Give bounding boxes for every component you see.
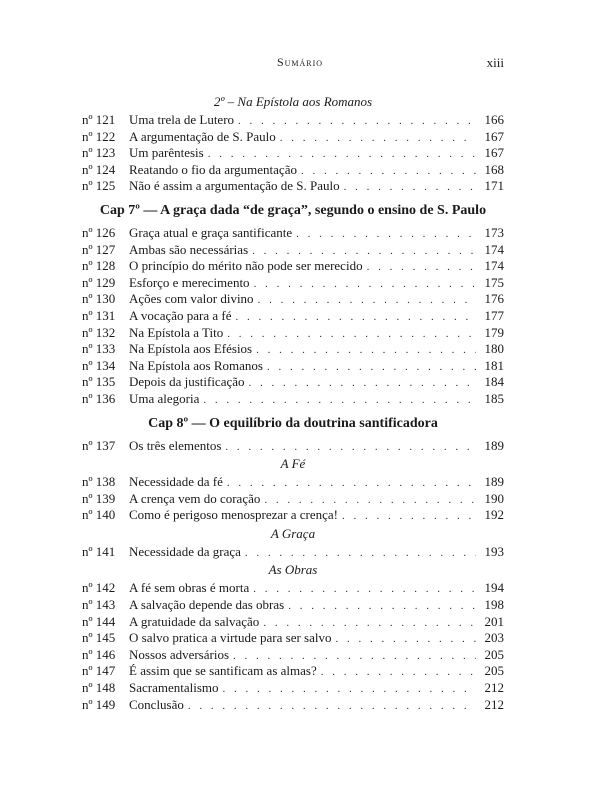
entry-number: nº 131 xyxy=(82,307,116,323)
entry-page: 190 xyxy=(484,490,504,506)
entry-title: Como é perigoso menosprezar a crença! xyxy=(129,507,338,523)
entry-number: nº 145 xyxy=(82,630,116,646)
entry-title: A vocação para a fé xyxy=(129,307,232,323)
entry-page: 174 xyxy=(484,241,504,257)
entry-number: nº 140 xyxy=(82,507,116,523)
entry-number: nº 130 xyxy=(82,291,116,307)
entry-title: O princípio do mérito não pode ser merecido xyxy=(129,258,363,274)
entry-number: nº 129 xyxy=(82,274,116,290)
entry-title: Necessidade da fé xyxy=(129,474,223,490)
dot-leader xyxy=(225,439,476,456)
dot-leader xyxy=(288,598,476,615)
entry-title: Conclusão xyxy=(129,696,184,712)
entry-title: Graça atual e graça santificante xyxy=(129,224,293,240)
entry-page: 181 xyxy=(484,357,504,373)
toc-entry xyxy=(82,291,504,308)
entry-number: nº 128 xyxy=(82,258,116,274)
entry-page: 201 xyxy=(484,613,504,629)
dot-leader xyxy=(301,163,476,180)
entry-page: 205 xyxy=(484,663,504,679)
entry-number: nº 137 xyxy=(82,437,116,453)
entry-title: Na Epístola a Tito xyxy=(129,324,224,340)
toc-entry xyxy=(82,325,504,342)
dot-leader xyxy=(321,664,476,681)
toc-entry xyxy=(82,597,504,614)
toc-entry xyxy=(82,680,504,697)
dot-leader xyxy=(188,698,476,715)
dot-leader xyxy=(336,631,476,648)
toc-entry xyxy=(82,145,504,162)
toc-entry xyxy=(82,129,504,146)
toc-entry xyxy=(82,178,504,195)
toc-entry xyxy=(82,242,504,259)
entry-title: É assim que se santificam as almas? xyxy=(129,663,317,679)
entry-title: Na Epístola aos Romanos xyxy=(129,357,263,373)
entry-title: Não é assim a argumentação de S. Paulo xyxy=(129,178,340,194)
toc-entry xyxy=(82,258,504,275)
toc-entry xyxy=(82,374,504,391)
toc-entry xyxy=(82,358,504,375)
entry-page: 203 xyxy=(484,630,504,646)
entry-title: A fé sem obras é morta xyxy=(129,580,250,596)
dot-leader xyxy=(342,508,476,525)
dot-leader xyxy=(296,226,476,243)
section-subheading: A Fé xyxy=(280,456,306,472)
entry-page: 194 xyxy=(484,580,504,596)
section-subheading: 2º – Na Epístola aos Romanos xyxy=(213,94,373,109)
toc-entry xyxy=(82,580,504,597)
entry-number: nº 143 xyxy=(82,597,116,613)
section-subheading: As Obras xyxy=(268,562,318,578)
dot-leader xyxy=(263,615,476,632)
entry-page: 180 xyxy=(484,341,504,357)
dot-leader xyxy=(233,648,476,665)
entry-number: nº 149 xyxy=(82,696,116,712)
dot-leader xyxy=(223,681,476,698)
entry-title: Esforço e merecimento xyxy=(129,274,250,290)
entry-page: 193 xyxy=(484,543,504,559)
dot-leader xyxy=(227,326,476,343)
entry-title: A argumentação de S. Paulo xyxy=(129,128,276,144)
toc-entry xyxy=(82,663,504,680)
entry-number: nº 122 xyxy=(82,128,116,144)
entry-page: 177 xyxy=(484,307,504,323)
dot-leader xyxy=(249,375,476,392)
entry-number: nº 123 xyxy=(82,145,116,161)
dot-leader xyxy=(252,243,476,260)
dot-leader xyxy=(344,179,476,196)
entry-number: nº 134 xyxy=(82,357,116,373)
entry-page: 167 xyxy=(484,145,504,161)
entry-page: 179 xyxy=(484,324,504,340)
table-of-contents xyxy=(82,92,504,713)
toc-entry xyxy=(82,614,504,631)
entry-title: Necessidade da graça xyxy=(129,543,241,559)
dot-leader xyxy=(267,359,476,376)
entry-title: Uma alegoria xyxy=(129,390,200,406)
entry-page: 189 xyxy=(484,474,504,490)
entry-title: Os três elementos xyxy=(129,437,222,453)
entry-page: 167 xyxy=(484,128,504,144)
entry-title: Reatando o fio da argumentação xyxy=(129,161,297,177)
entry-title: Um parêntesis xyxy=(129,145,204,161)
entry-page: 176 xyxy=(484,291,504,307)
entry-number: nº 139 xyxy=(82,490,116,506)
toc-entry xyxy=(82,162,504,179)
toc-entry xyxy=(82,308,504,325)
entry-title: Ações com valor divino xyxy=(129,291,254,307)
entry-page: 185 xyxy=(484,390,504,406)
entry-title: Sacramentalismo xyxy=(129,680,219,696)
entry-title: Ambas são necessárias xyxy=(129,241,249,257)
chapter-heading: Cap 8º — O equilíbrio da doutrina santificadora xyxy=(148,415,438,431)
toc-entry xyxy=(82,507,504,524)
entry-number: nº 121 xyxy=(82,112,116,127)
entry-page: 174 xyxy=(484,258,504,274)
toc-entry xyxy=(82,491,504,508)
entry-title: A salvação depende das obras xyxy=(129,597,285,613)
entry-title: Na Epístola aos Efésios xyxy=(129,341,253,357)
entry-number: nº 127 xyxy=(82,241,116,257)
entry-title: A gratuidade da salvação xyxy=(129,613,260,629)
page-header xyxy=(0,55,600,71)
chapter-heading: Cap 7º — A graça dada “de graça”, segundo o ensino de S. Paulo xyxy=(99,202,487,218)
toc-entry xyxy=(82,275,504,292)
dot-leader xyxy=(236,309,477,326)
entry-page: 212 xyxy=(484,696,504,712)
entry-page: 171 xyxy=(484,178,504,194)
dot-leader xyxy=(227,475,476,492)
entry-number: nº 126 xyxy=(82,224,116,240)
toc-entry xyxy=(82,697,504,714)
toc-entry xyxy=(82,630,504,647)
dot-leader xyxy=(256,342,476,359)
entry-page: 168 xyxy=(484,161,504,177)
dot-leader xyxy=(203,392,476,409)
entry-page: 212 xyxy=(484,680,504,696)
entry-number: nº 141 xyxy=(82,543,116,559)
dot-leader xyxy=(254,276,476,293)
dot-leader xyxy=(367,259,476,276)
toc-entry xyxy=(82,341,504,358)
entry-page: 189 xyxy=(484,437,504,453)
entry-title: O salvo pratica a virtude para ser salvo xyxy=(129,630,332,646)
entry-number: nº 148 xyxy=(82,680,116,696)
entry-number: nº 138 xyxy=(82,474,116,490)
entry-number: nº 136 xyxy=(82,390,116,406)
entry-title: A crença vem do coração xyxy=(129,490,261,506)
entry-page: 173 xyxy=(484,224,504,240)
dot-leader xyxy=(264,492,476,509)
toc-entry xyxy=(82,544,504,561)
entry-number: nº 124 xyxy=(82,161,116,177)
entry-page: 184 xyxy=(484,374,504,390)
toc-entry xyxy=(82,112,504,129)
entry-page: 205 xyxy=(484,646,504,662)
toc-entry xyxy=(82,647,504,664)
entry-number: nº 135 xyxy=(82,374,116,390)
entry-number: nº 132 xyxy=(82,324,116,340)
entry-number: nº 147 xyxy=(82,663,116,679)
entry-number: nº 133 xyxy=(82,341,116,357)
page-number: xiii xyxy=(486,55,504,70)
dot-leader xyxy=(245,545,476,562)
entry-page: 198 xyxy=(484,597,504,613)
entry-page: 192 xyxy=(484,507,504,523)
dot-leader xyxy=(208,146,476,163)
dot-leader xyxy=(253,581,476,598)
dot-leader xyxy=(258,292,476,309)
toc-entry xyxy=(82,225,504,242)
toc-entry xyxy=(82,391,504,408)
entry-title: Depois da justificação xyxy=(129,374,245,390)
dot-leader xyxy=(280,130,476,147)
entry-title: Uma trela de Lutero xyxy=(129,112,235,127)
entry-number: nº 125 xyxy=(82,178,116,194)
running-title: Sumário xyxy=(276,55,324,69)
entry-number: nº 146 xyxy=(82,646,116,662)
entry-number: nº 142 xyxy=(82,580,116,596)
entry-page: 175 xyxy=(484,274,504,290)
entry-title: Nossos adversários xyxy=(129,646,230,662)
section-subheading: A Graça xyxy=(270,525,316,541)
toc-entry xyxy=(82,474,504,491)
dot-leader xyxy=(238,113,476,130)
entry-page: 166 xyxy=(484,112,504,127)
toc-entry xyxy=(82,438,504,455)
entry-number: nº 144 xyxy=(82,613,116,629)
